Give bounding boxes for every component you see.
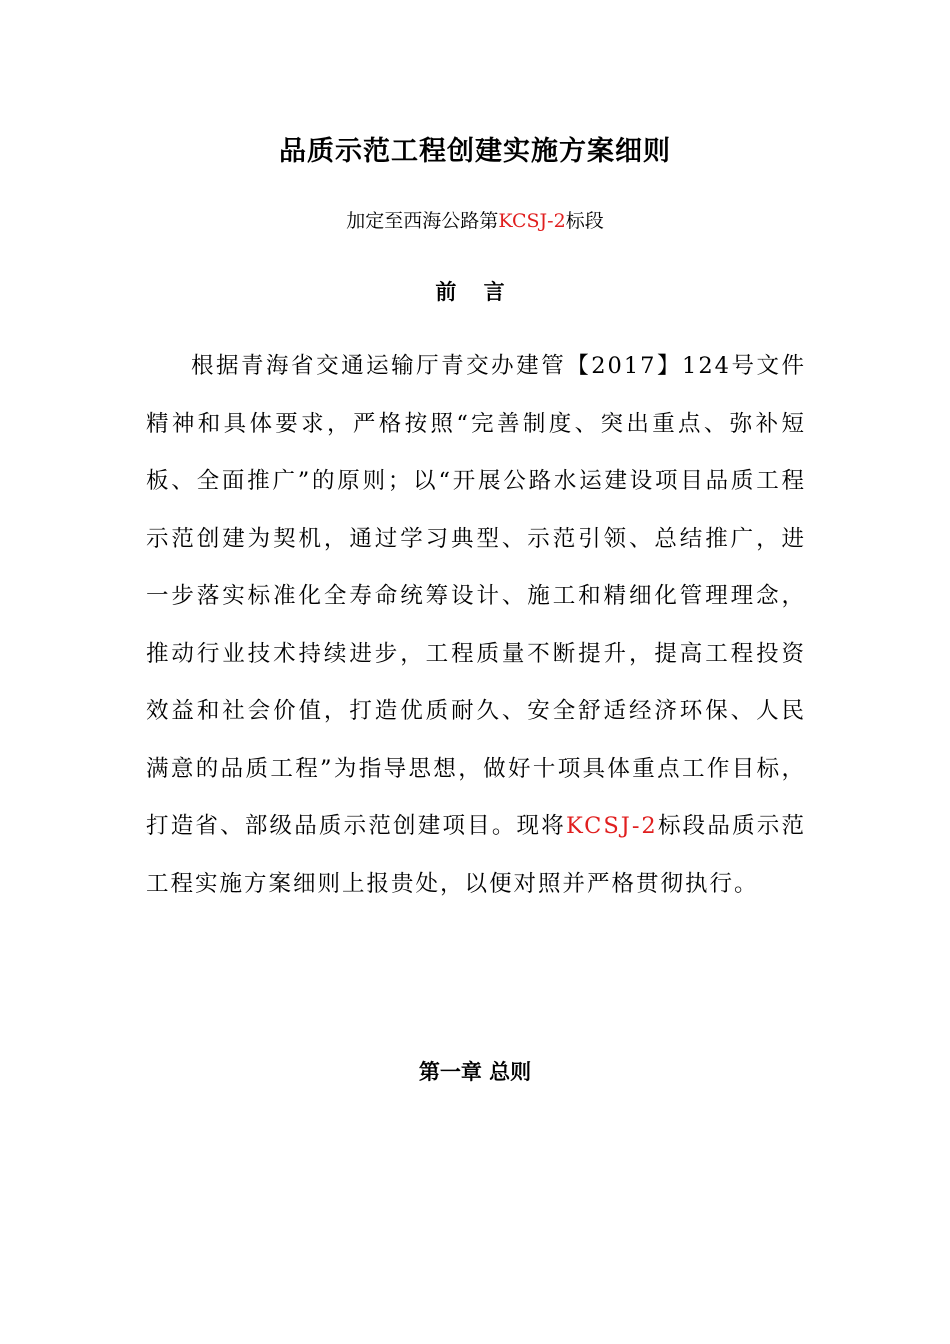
preface-heading: 前 言 (435, 279, 515, 304)
subtitle-section-code: KCSJ-2 (498, 210, 566, 232)
subtitle-suffix: 标段 (565, 210, 604, 232)
subtitle-prefix: 加定至西海公路第 (346, 210, 499, 232)
document-title: 品质示范工程创建实施方案细则 (279, 136, 671, 167)
preface-section-code: KCSJ-2 (565, 813, 658, 839)
preface-text-part1: 根据青海省交通运输厅青交办建管【2017】124号文件精神和具体要求，严格按照“完善制度、突出重点、弥补短板、全面推广”的原则；以“开展公路水运建设项目品质工程示范创建为契机，通过学习典型、示范引领、总结推广，进一步落实标准化全寿命统筹设计、施工和精细化管理理念，推动行业技术持续进步，工程质量不断提升，提高工程投资效益和社会价值，打造优质耐久、安全舒适经济环保、人民满意的品质工程”为指导思想，做好十项具体重点工作目标，打造省、部级品质示范创建项目。现将 (146, 353, 806, 839)
preface-paragraph (146, 338, 806, 913)
preface-text-part2: 标段品质示范工程实施方案细则上报贵处，以便对照并严格贯彻执行。 (146, 813, 806, 897)
document-subtitle (0, 205, 950, 237)
chapter-heading: 第一章 总则 (418, 1059, 532, 1084)
